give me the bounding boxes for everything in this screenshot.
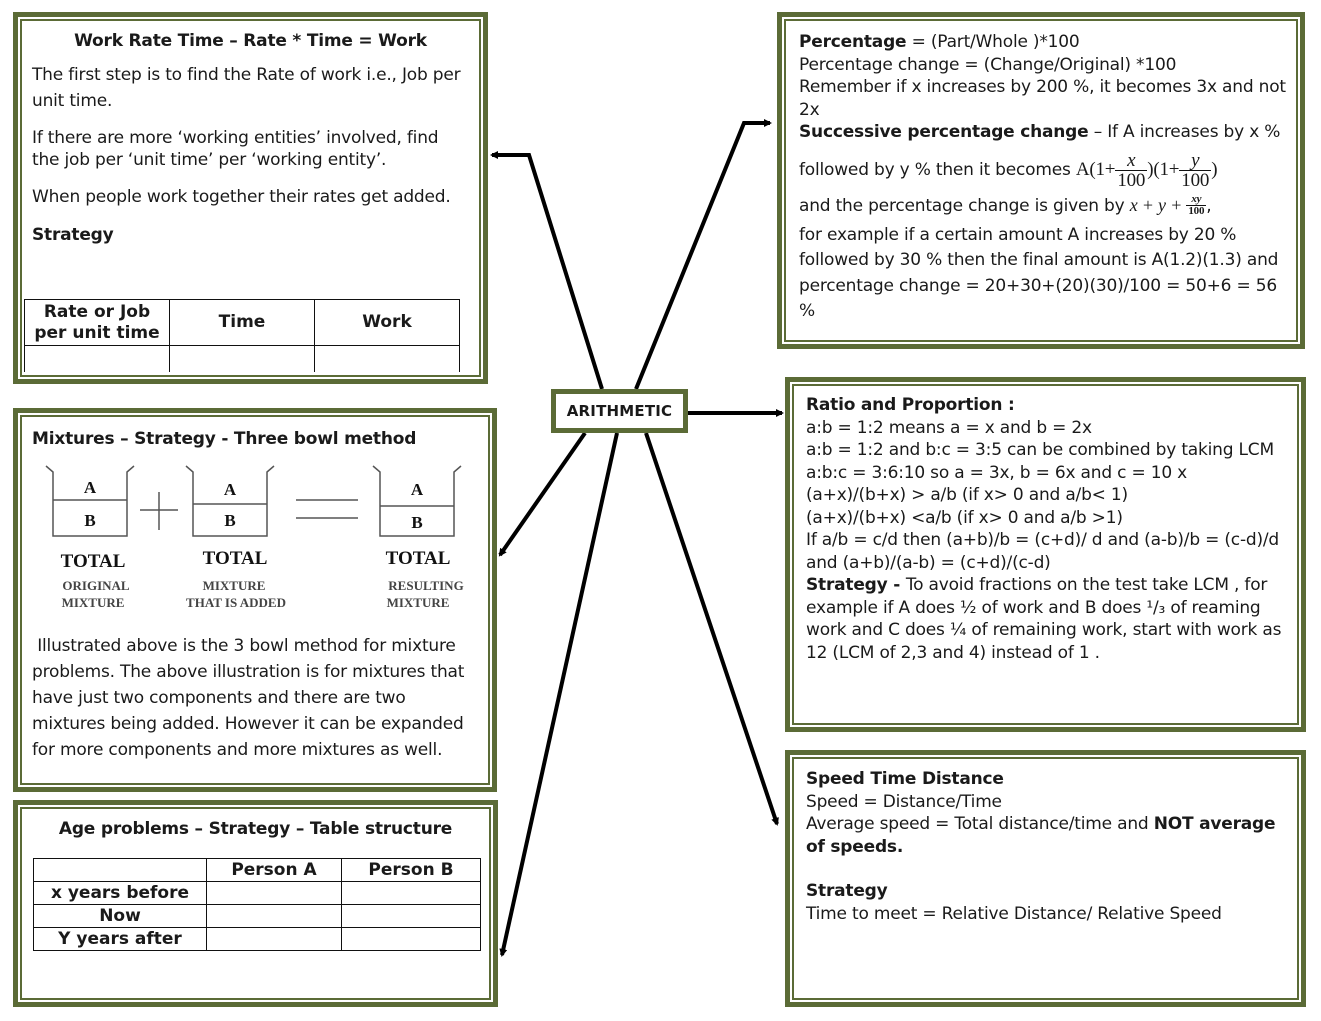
arrow-to-age (502, 433, 617, 955)
table-header-cell: Time (170, 300, 315, 346)
table-header-row (25, 300, 460, 346)
speed-line-1: Speed = Distance/Time (806, 791, 1002, 812)
work-rate-para-2: If there are more ‘working entities’ involved, find the job per ‘unit time’ per ‘working entity’. (32, 128, 439, 170)
table-cell[interactable] (207, 905, 342, 928)
fraction-y-over-100 (1179, 151, 1211, 190)
table-cell[interactable] (342, 928, 481, 951)
table-header-cell: Person B (342, 859, 481, 882)
bowl-1-caption-2: MIXTURE (61, 595, 125, 610)
table-cell[interactable] (25, 346, 170, 372)
bowl-3-top-label: A (410, 480, 424, 499)
ratio-strategy-label: Strategy - (806, 575, 906, 595)
bowl-2-caption-2: THAT IS ADDED (186, 595, 286, 610)
percentage-line-6 (799, 190, 1286, 221)
work-rate-title: Work Rate Time – Rate * Time = Work (74, 31, 427, 51)
table-row (34, 928, 481, 951)
arrow-to-mixtures (500, 433, 585, 555)
bowl-1-top-label: A (83, 478, 97, 497)
mixtures-description: Illustrated above is the 3 bowl method for mixture problems. The above illustration is for mixtures that have just two components and there are two mixtures being added. However it can be expanded for more components and more mixtures as well. (32, 636, 470, 760)
bowl-3-bottom-label: B (411, 513, 423, 532)
fraction-x-over-100 (1115, 151, 1147, 190)
successive-change-text: – If A increases by x % (1088, 122, 1281, 142)
arrow-to-work-rate (492, 155, 602, 389)
age-title: Age problems – Strategy – Table structure (58, 819, 453, 839)
speed-time-distance-card (785, 750, 1306, 1007)
successive-change-term: Successive percentage change (799, 122, 1089, 142)
table-header-cell: Person A (207, 859, 342, 882)
table-row (25, 346, 460, 372)
table-header-cell (34, 859, 207, 882)
table-cell[interactable] (170, 346, 315, 372)
center-node-label: ARITHMETIC (566, 402, 673, 420)
work-rate-card (13, 12, 488, 384)
percentage-card (777, 12, 1305, 349)
formula-2-expr: x + y + (1129, 194, 1187, 215)
fraction-denominator: 100 (1117, 169, 1146, 191)
ratio-line: If a/b = c/d then (a+b)/b = (c+d)/ d and (a-b)/b = (c-d)/d and (a+b)/(a-b) = (c+d)/(c-d) (806, 530, 1280, 573)
speed-line-2 (806, 813, 1287, 858)
speed-title: Speed Time Distance (806, 769, 1004, 789)
bowl-2-total: TOTAL (202, 548, 268, 569)
fraction-xy-over-100 (1186, 194, 1206, 217)
table-row (34, 882, 481, 905)
bowl-3-caption-2: MIXTURE (386, 595, 450, 610)
row-label: x years before (34, 882, 207, 905)
percentage-term: Percentage (799, 32, 907, 52)
work-rate-strategy-label: Strategy (32, 225, 114, 245)
row-label: Y years after (34, 928, 207, 951)
table-cell[interactable] (342, 905, 481, 928)
formula-1-a: A (1075, 158, 1090, 180)
speed-line-2-bold: NOT average of speeds. (806, 814, 1276, 857)
age-table (33, 858, 481, 951)
table-header-cell: Work (315, 300, 460, 346)
ratio-line: a:b = 1:2 and b:c = 3:5 can be combined by taking LCM (806, 440, 1274, 460)
bowl-1-bottom-label: B (84, 511, 96, 530)
arrow-to-speed (646, 433, 777, 824)
bowl-1-caption-1: ORIGINAL (62, 578, 130, 593)
percentage-line-2: Percentage change = (Change/Original) *100 (799, 54, 1177, 75)
bowl-1-total: TOTAL (60, 551, 126, 572)
center-node-arithmetic (551, 389, 688, 433)
speed-strategy-label: Strategy (806, 881, 888, 901)
percentage-definition: = (Part/Whole )*100 (906, 32, 1080, 52)
ratio-line: (a+x)/(b+x) <a/b (if x> 0 and a/b >1) (806, 507, 1123, 528)
table-header-row (34, 859, 481, 882)
work-rate-para-3: When people work together their rates get added. (32, 187, 451, 207)
ratio-strategy-text: To avoid fractions on the test take LCM , for example if A does ½ of work and B does ¹/₃ of reaming work and C does ¼ of remaining work, start with work as 12 (LCM of 2,3 and 4) instead of 1 . (806, 575, 1282, 663)
formula-1-open: (1+ (1089, 158, 1116, 180)
fraction-numerator: x (1115, 151, 1147, 171)
ratio-line: a:b = 1:2 means a = x and b = 2x (806, 417, 1092, 438)
percentage-line-3: Remember if x increases by 200 %, it becomes 3x and not 2x (799, 77, 1286, 120)
ratio-strategy (806, 574, 1287, 664)
table-cell[interactable] (207, 882, 342, 905)
mixtures-card (13, 408, 497, 792)
mixtures-title: Mixtures – Strategy - Three bowl method (32, 429, 417, 449)
formula-1-close: ) (1211, 158, 1218, 180)
work-rate-table (24, 299, 460, 372)
percentage-line-4 (799, 121, 1286, 144)
percentage-line-1 (799, 31, 1286, 54)
table-cell[interactable] (315, 346, 460, 372)
work-rate-para-1: The first step is to find the Rate of work i.e., Job per unit time. (32, 65, 461, 111)
bowl-2-caption-1: MIXTURE (202, 578, 266, 593)
arrow-to-percentage (636, 123, 770, 389)
formula-1-prefix: followed by y % then it becomes (799, 159, 1076, 180)
plus-operator-icon (140, 492, 178, 530)
fraction-denominator: 100 (1188, 205, 1205, 218)
formula-2-prefix: and the percentage change is given by (799, 195, 1130, 216)
formula-1-mid: )(1+ (1147, 158, 1180, 180)
ratio-line: a:b:c = 3:6:10 so a = 3x, b = 6x and c = 10 x (806, 462, 1188, 483)
equals-operator-icon (296, 500, 358, 518)
fraction-denominator: 100 (1181, 169, 1210, 191)
ratio-title: Ratio and Proportion : (806, 395, 1015, 415)
speed-strategy-text: Time to meet = Relative Distance/ Relative Speed (806, 903, 1222, 924)
percentage-example: for example if a certain amount A increases by 20 % followed by 30 % then the final amount is A(1.2)(1.3) and percentage change = 20+30+(20)(30)/100 = 50+6 = 56 % (799, 224, 1279, 322)
bowl-2-top-label: A (223, 480, 237, 499)
percentage-line-5 (799, 150, 1286, 190)
row-label: Now (34, 905, 207, 928)
ratio-line: (a+x)/(b+x) > a/b (if x> 0 and a/b< 1) (806, 485, 1128, 505)
three-bowl-diagram (38, 458, 488, 628)
speed-line-2-text: Average speed = Total distance/time and (806, 814, 1154, 834)
bowl-3-caption-1: RESULTING (388, 578, 464, 593)
bowl-2-bottom-label: B (224, 511, 236, 530)
table-cell[interactable] (207, 928, 342, 951)
formula-1 (1075, 149, 1218, 191)
table-row (34, 905, 481, 928)
bowl-3-total: TOTAL (385, 548, 451, 569)
ratio-proportion-card (785, 377, 1306, 732)
fraction-numerator: xy (1186, 194, 1206, 206)
fraction-numerator: y (1179, 151, 1211, 171)
formula-2-tail: , (1206, 195, 1212, 216)
age-problems-card (13, 800, 498, 1007)
table-cell[interactable] (342, 882, 481, 905)
table-header-cell: Rate or Job per unit time (25, 300, 170, 346)
